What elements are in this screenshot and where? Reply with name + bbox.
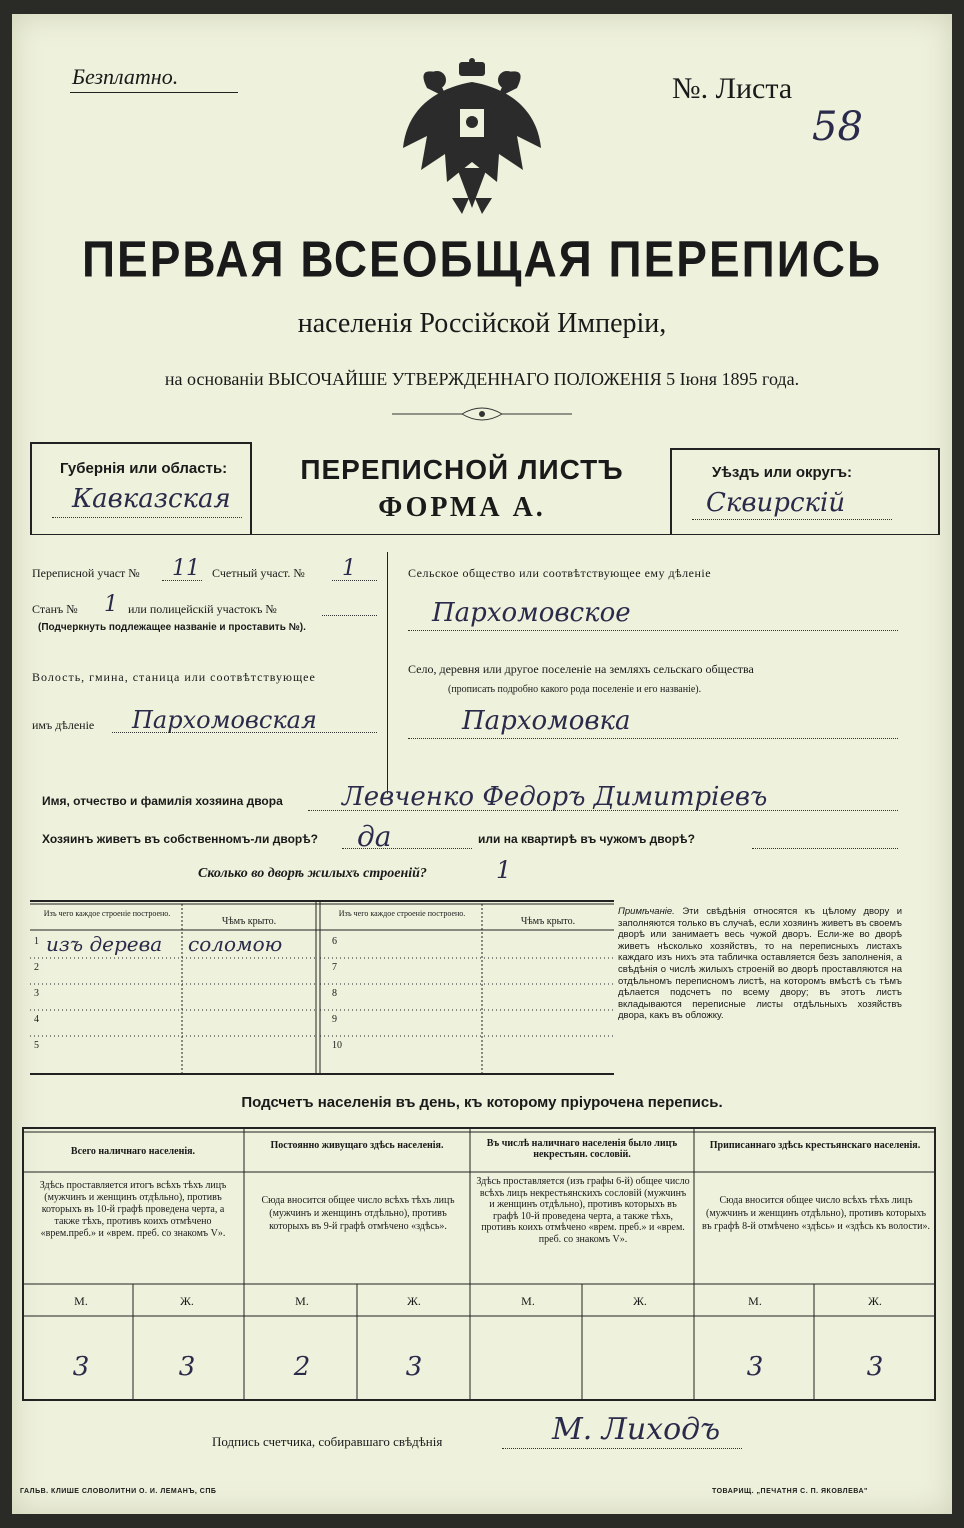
society-label: Сельское общество или соотвѣтствующее ему дѣленіе (408, 566, 712, 580)
counting-section-label: Счетный участ. № (212, 566, 305, 580)
main-title: ПЕРВАЯ ВСЕОБЩАЯ ПЕРЕПИСЬ (81, 230, 883, 288)
count-m-value: 3 (72, 1352, 90, 1382)
signature-value: М. Лиходъ (552, 1412, 721, 1447)
count-m-value: 2 (293, 1352, 311, 1382)
province-value: Кавказская (72, 484, 231, 514)
count-f-label: Ж. (180, 1294, 194, 1308)
village-label: Село, деревня или другое поселеніе на земляхъ сельскаго общества (408, 662, 754, 676)
count-m-value: 3 (746, 1352, 764, 1382)
own-yard-value: да (357, 820, 392, 853)
form-label: ФОРМА А. (378, 492, 546, 523)
village-value: Пархомовка (462, 706, 631, 736)
row-number: 7 (332, 962, 337, 973)
note-title: Примѣчаніе. (618, 906, 675, 917)
volost-label: Волость, гмина, станица или соотвѣтствующее (32, 670, 316, 684)
count-m-label: М. (295, 1294, 309, 1308)
row-number: 4 (34, 1014, 39, 1025)
village-note: (прописать подробно какого рода поселеніе и его названіе). (448, 684, 702, 695)
own-yard-label: Хозяинъ живетъ въ собственномъ-ли дворѣ? (42, 832, 319, 846)
volost-value: Пархомовская (132, 706, 317, 734)
count-f-label: Ж. (633, 1294, 647, 1308)
count-m-label: М. (74, 1294, 88, 1308)
province-label: Губернія или область: (60, 460, 228, 477)
stan-label: Станъ № (32, 602, 78, 616)
note-text: Эти свѣдѣнія относятся къ цѣлому двору и заполняются только въ случаѣ, если хозяинъ живетъ въ своемъ дворѣ или занимаетъ весь чужой дворъ. Если-же во дворѣ живетъ нѣсколько хозяйствъ, то на переписныхъ листахъ каждаго изъ нихъ эта табличка оставляется безъ заполненія, а свѣдѣнія о числѣ жилыхъ строеній во дворѣ проставляются на отдѣльномъ переписномъ листѣ, на которомъ вмѣстѣ съ тѣмъ дѣлается подсчетъ по всему двору; въ этотъ листъ вкладываются переписные листы отдѣльныхъ хозяйствъ двора, какъ въ обложку. (618, 906, 902, 1022)
district-value: Сквирскій (706, 488, 846, 518)
count-col-desc: Здѣсь проставляется (изъ графы 6-й) общее число всѣхъ лицъ некрестьянскихъ сословій (мужчинъ и женщинъ отдѣльно), противъ которыхъ въ графѣ 10-й проведена черта, а также тѣхъ, противъ коихъ отмѣчено «врем. преб.» и «врем. преб. со знакомъ V». (476, 1176, 690, 1245)
row-number: 2 (34, 962, 39, 973)
row-number: 9 (332, 1014, 337, 1025)
stan-value: 1 (104, 592, 118, 617)
district-label: Уѣздъ или округъ: (712, 464, 853, 481)
sheet-number: 58 (812, 104, 863, 150)
census-section-value: 11 (172, 556, 200, 581)
count-f-value: 3 (178, 1352, 196, 1382)
counting-section-value: 1 (342, 556, 356, 581)
row-number: 3 (34, 988, 39, 999)
society-value: Пархомовское (432, 598, 631, 628)
count-f-value: 3 (866, 1352, 884, 1382)
count-col-head: Въ числѣ наличнаго населенія было лицъ некрестьян. сословій. (486, 1138, 678, 1160)
volost-label-line2: имъ дѣленіе (32, 718, 95, 732)
printer-right: ТОВАРИЩ. „ПЕЧАТНЯ С. П. ЯКОВЛЕВА" (712, 1488, 868, 1495)
basis-line: на основаніи ВЫСОЧАЙШЕ УТВЕРЖДЕННАГО ПОЛОЖЕНІЯ 5 Іюня 1895 года. (164, 369, 800, 389)
owner-name-value: Левченко Федоръ Димитріевъ (342, 782, 768, 812)
ornament-divider (382, 406, 582, 422)
owner-name-label: Имя, отчество и фамилія хозяина двора (42, 794, 283, 808)
count-col-desc: Сюда вносится общее число всѣхъ тѣхъ лицъ (мужчинъ и женщинъ отдѣльно), противъ которыхъ въ 9-й графѣ отмѣчено «здѣсь». (261, 1195, 455, 1232)
count-col-head: Приписаннаго здѣсь крестьянскаго населенія. (709, 1140, 921, 1151)
count-col-head: Постоянно живущаго здѣсь населенія. (270, 1140, 444, 1151)
rent-label: или на квартирѣ въ чужомъ дворѣ? (478, 832, 695, 846)
subtitle: населенія Россійской Имперіи, (297, 308, 667, 339)
note-block (618, 906, 902, 1022)
row-number: 5 (34, 1040, 39, 1051)
buildings-label: Сколько во дворѣ жилыхъ строеній? (198, 866, 427, 881)
count-col-desc: Сюда вносится общее число всѣхъ тѣхъ лицъ (мужчинъ и женщинъ отдѣльно), противъ которыхъ въ графѣ 8-й отмѣчено «здѣсь» и «здѣсь къ волости». (702, 1195, 930, 1232)
free-label: Безплатно. (72, 64, 179, 89)
sheet-label: №. Листа (672, 72, 793, 105)
count-f-label: Ж. (868, 1294, 882, 1308)
buildings-value: 1 (496, 856, 512, 884)
signature-label: Подпись счетчика, собиравшаго свѣдѣнія (212, 1434, 443, 1449)
col-roof-right: Чѣмъ крыто. (520, 916, 576, 927)
count-m-label: М. (521, 1294, 535, 1308)
row-number: 10 (332, 1040, 342, 1051)
count-f-value: 3 (405, 1352, 423, 1382)
count-m-label: М. (748, 1294, 762, 1308)
census-form-sheet (12, 14, 952, 1514)
police-label: или полицейскій участокъ № (128, 602, 277, 616)
col-roof-left: Чѣмъ крыто. (221, 916, 277, 927)
row-roof: соломою (188, 932, 283, 956)
row-material: изъ дерева (46, 932, 163, 956)
double-eagle-emblem (397, 58, 547, 218)
printer-left: ГАЛЬВ. КЛИШЕ СЛОВОЛИТНИ О. И. ЛЕМАНЪ, СПБ (20, 1488, 217, 1495)
count-col-desc: Здѣсь проставляется итогъ всѣхъ тѣхъ лицъ (мужчинъ и женщинъ отдѣльно), противъ которыхъ въ 10-й графѣ проведена черта, а также тѣхъ, противъ коихъ отмѣчено «врем.преб.» и «врем. преб. со знакомъ V». (39, 1180, 227, 1239)
row-number: 6 (332, 936, 337, 947)
col-material-right: Изъ чего каждое строеніе построено. (338, 909, 466, 918)
count-title: Подсчетъ населенія въ день, къ которому пріурочена перепись. (241, 1094, 723, 1111)
row-number: 1 (34, 936, 39, 947)
census-sheet-title: ПЕРЕПИСНОЙ ЛИСТЪ (300, 454, 624, 485)
count-f-label: Ж. (407, 1294, 421, 1308)
count-col-head: Всего наличнаго населенія. (70, 1146, 196, 1157)
stan-note: (Подчеркнуть подлежащее названіе и проставить №). (38, 622, 306, 633)
census-section-label: Переписной участ № (32, 566, 140, 580)
row-number: 8 (332, 988, 337, 999)
col-material-left: Изъ чего каждое строеніе построено. (43, 909, 171, 918)
